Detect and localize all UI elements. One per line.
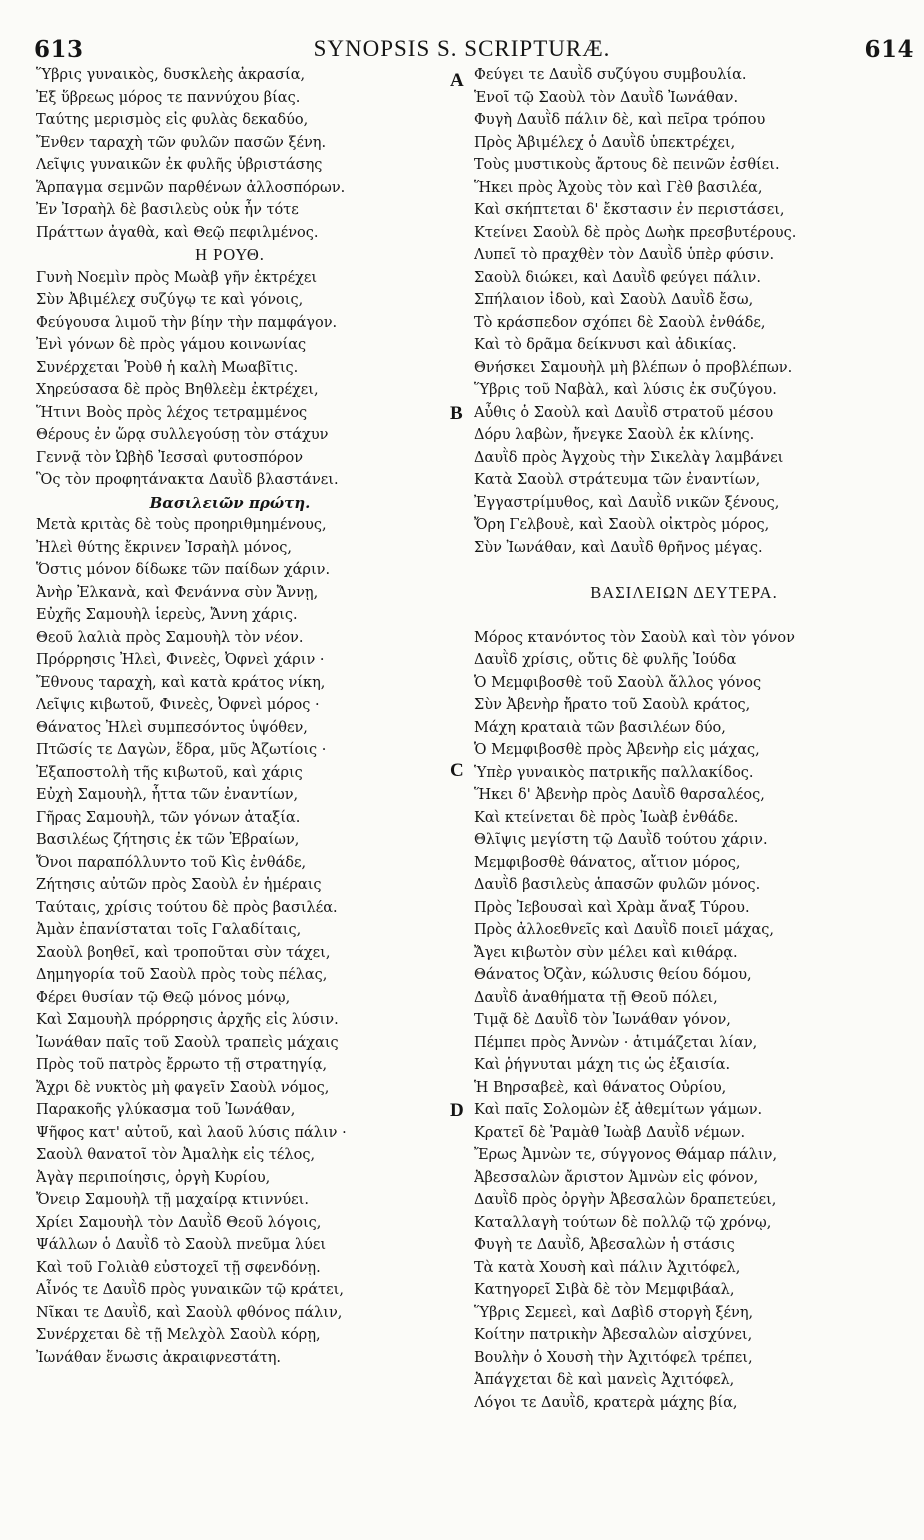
verse-line: Καὶ σκήπτεται δ' ἔκστασιν ἐν περιστάσει, <box>474 202 785 218</box>
verse-line: Αἶνός τε Δαυῒδ πρὸς γυναικῶν τῷ κράτει, <box>36 1282 344 1298</box>
verse-line: Σὺν Ἀβιμέλεχ συζύγῳ τε καὶ γόνοις, <box>36 292 304 308</box>
verse-line: Καταλλαγὴ τούτων δὲ πολλῷ τῷ χρόνῳ, <box>474 1214 772 1231</box>
verse-line: Ταύτης μερισμὸς εἰς φυλὰς δεκαδύο, <box>36 112 309 128</box>
verse-line: Εὐχῆς Σαμουὴλ ἱερεὺς, Ἄννη χάρις. <box>36 607 298 623</box>
verse-line: Χρίει Σαμουὴλ τὸν Δαυῒδ Θεοῦ λόγοις, <box>36 1214 322 1231</box>
verse-line: Μόρος κτανόντος τὸν Σαοὺλ καὶ τὸν γόνον <box>474 629 795 646</box>
margin-marker-c: C <box>450 760 464 781</box>
verse-line: Πράττων ἀγαθὰ, καὶ Θεῷ πεφιλμένος. <box>36 224 319 241</box>
verse-line: Σαοὺλ βοηθεῖ, καὶ τροποῦται σὺν τάχει, <box>36 944 331 961</box>
verse-line: Ἀγὰγ περιποίησις, ὀργὴ Κυρίου, <box>36 1169 271 1186</box>
verse-line: Ὄνειρ Σαμουὴλ τῇ μαχαίρᾳ κτιννύει. <box>36 1192 309 1208</box>
verse-line: Δόρυ λαβὼν, ἤνεγκε Σαοὺλ ἐκ κλίνης. <box>474 427 755 443</box>
verse-line: Κατὰ Σαοὺλ στράτευμα τῶν ἐναντίων, <box>474 472 761 488</box>
verse-line: Ἅρπαγμα σεμνῶν παρθένων ἀλλοσπόρων. <box>36 179 346 196</box>
verse-line: Ἥτινι Βοὸς πρὸς λέχος τετραμμένος <box>36 404 308 421</box>
verse-line: Χηρεύσασα δὲ πρὸς Βηθλεὲμ ἐκτρέχει, <box>36 382 319 398</box>
verse-line: Κατηγορεῖ Σιβὰ δὲ τὸν Μεμφιβάαλ, <box>474 1282 735 1298</box>
verse-line: Ἀπάγχεται δὲ καὶ μανεὶς Ἀχιτόφελ, <box>474 1372 735 1388</box>
verse-line: Δαυῒδ πρὸς ὀργὴν Ἀβεσαλὼν δραπετεύει, <box>474 1192 777 1208</box>
margin-marker-d: D <box>450 1100 464 1121</box>
verse-line: Καὶ παῖς Σολομὼν ἐξ ἀθεμίτων γάμων. <box>474 1102 763 1118</box>
verse-line: Καὶ ῥήγνυται μάχη τις ὡς ἐξαισία. <box>474 1057 731 1073</box>
verse-line: Καὶ Σαμουὴλ πρόρρησις ἀρχῆς εἰς λύσιν. <box>36 1012 339 1028</box>
verse-line: Συνέρχεται δὲ τῇ Μελχὸλ Σαοὺλ κόρῃ, <box>36 1327 321 1343</box>
verse-line: Ἡ Βηρσαβεὲ, καὶ θάνατος Οὐρίου, <box>474 1079 727 1096</box>
verse-line: Ὑπὲρ γυναικὸς πατρικῆς παλλακίδος. <box>474 764 754 781</box>
verse-line: Ψάλλων ὁ Δαυῒδ τὸ Σαοὺλ πνεῦμα λύει <box>36 1237 327 1253</box>
verse-line: Πρὸς ἀλλοεθνεῖς καὶ Δαυῒδ ποιεῖ μάχας, <box>474 922 775 938</box>
verse-line: Ἐν Ἰσραὴλ δὲ βασιλεὺς οὐκ ἦν τότε <box>36 202 299 218</box>
verse-line: Ψῆφος κατ' αὐτοῦ, καὶ λαοῦ λύσις πάλιν · <box>36 1124 347 1141</box>
verse-line: Βουλὴν ὁ Χουσὴ τὴν Ἀχιτόφελ τρέπει, <box>474 1349 753 1366</box>
verse-line: Ἰωνάθαν ἕνωσις ἀκραιφνεστάτη. <box>36 1349 282 1366</box>
verse-line: Λεῖψις κιβωτοῦ, Φινεὲς, Ὀφνεὶ μόρος · <box>36 697 320 713</box>
verse-line: Ἄγει κιβωτὸν σὺν μέλει καὶ κιθάρᾳ. <box>474 944 738 961</box>
verse-line: Θάνατος Ἠλεὶ συμπεσόντος ὑψόθεν, <box>36 719 308 736</box>
verse-line: Δαυῒδ ἀναθήματα τῇ Θεοῦ πόλει, <box>474 989 718 1006</box>
verse-line: Ταύταις, χρίσις τούτου δὲ πρὸς βασιλέα. <box>36 899 338 916</box>
verse-line: Πρὸς τοῦ πατρὸς ἔρρωτο τῇ στρατηγίᾳ, <box>36 1057 328 1073</box>
verse-line: Φυγὴ Δαυῒδ πάλιν δὲ, καὶ πεῖρα τρόπου <box>474 112 766 128</box>
verse-line: Συνέρχεται Ῥοὺθ ἡ καλὴ Μωαβῖτις. <box>36 359 299 376</box>
verse-line: Ἄχρι δὲ νυκτὸς μὴ φαγεῖν Σαοὺλ νόμος, <box>36 1079 330 1096</box>
verse-line: Πτῶσίς τε Δαγὼν, ἕδρα, μῦς Ἀζωτίοις · <box>36 742 327 758</box>
verse-line: Ἐξαποστολὴ τῆς κιβωτοῦ, καὶ χάρις <box>36 764 303 781</box>
verse-line: Καὶ τοῦ Γολιὰθ εὐστοχεῖ τῇ σφενδόνῃ. <box>36 1259 321 1276</box>
verse-line: Ἐγγαστρίμυθος, καὶ Δαυῒδ νικῶν ξένους, <box>474 494 780 511</box>
verse-line: Δαυῒδ πρὸς Ἀγχοὺς τὴν Σικελὰγ λαμβάνει <box>474 449 784 466</box>
verse-line: Καὶ τὸ δρᾶμα δείκνυσι καὶ ἀδικίας. <box>474 337 737 353</box>
verse-line: Ἀνὴρ Ἐλκανὰ, καὶ Φενάννα σὺν Ἄννῃ, <box>36 584 319 601</box>
right-column <box>474 64 894 1414</box>
verse-line: Ἀβεσσαλὼν ἄριστον Ἀμνὼν εἰς φόνον, <box>474 1169 759 1186</box>
verse-line: Θάνατος Ὀζὰν, κώλυσις θείου δόμου, <box>474 967 752 983</box>
verse-line: Μετὰ κριτὰς δὲ τοὺς προηριθμημένους, <box>36 517 327 533</box>
verse-line: Ἐνὶ γόνων δὲ πρὸς γάμου κοινωνίας <box>36 337 307 353</box>
verse-line: Ἐξ ὕβρεως μόρος τε παννύχου βίας. <box>36 89 301 106</box>
verse-line: Θνήσκει Σαμουὴλ μὴ βλέπων ὁ προβλέπων. <box>474 359 793 376</box>
verse-line <box>474 604 894 627</box>
verse-line: Δαυῒδ βασιλεὺς ἁπασῶν φυλῶν μόνος. <box>474 877 761 893</box>
verse-line: Ἑνοῖ τῷ Σαοὺλ τὸν Δαυῒδ Ἰωνάθαν. <box>474 89 739 106</box>
verse-line: Τιμᾷ δὲ Δαυῒδ τὸν Ἰωνάθαν γόνον, <box>474 1012 731 1028</box>
verse-line: Φυγὴ τε Δαυῒδ, Ἀβεσαλὼν ἡ στάσις <box>474 1237 735 1253</box>
verse-line: Ἔρως Ἀμνὼν τε, σύγγονος Θάμαρ πάλιν, <box>474 1147 778 1163</box>
verse-line: Εὐχὴ Σαμουὴλ, ἧττα τῶν ἐναντίων, <box>36 787 299 803</box>
verse-line: Ἠλεὶ θύτης ἔκρινεν Ἰσραὴλ μόνος, <box>36 539 292 556</box>
verse-line: Τὸ κράσπεδον σχόπει δὲ Σαοὺλ ἐνθάδε, <box>474 314 766 331</box>
verse-line: Πέμπει πρὸς Ἀννὼν · ἀτιμάζεται λίαν, <box>474 1034 758 1051</box>
verse-line: Κτείνει Σαοὺλ δὲ πρὸς Δωὴκ πρεσβυτέρους. <box>474 224 797 241</box>
page-number-right: 614 <box>864 36 914 63</box>
section-subheading: Βασιλειῶν πρώτη. <box>149 493 311 512</box>
verse-line: Ἔθνους ταραχὴ, καὶ κατὰ κράτος νίκη, <box>36 674 326 691</box>
verse-line: Σαοὺλ διώκει, καὶ Δαυῒδ φεύγει πάλιν. <box>474 269 761 286</box>
verse-line: Ὕβρις τοῦ Ναβὰλ, καὶ λύσις ἐκ συζύγου. <box>474 382 777 398</box>
verse-line: Ὁ Μεμφιβοσθὲ τοῦ Σαοὺλ ἄλλος γόνος <box>474 674 762 691</box>
verse-line: Αὖθις ὁ Σαοὺλ καὶ Δαυῒδ στρατοῦ μέσου <box>474 404 774 421</box>
page-number-left: 613 <box>34 36 84 63</box>
section-heading: ΒΑΣΙΛΕΙΩΝ ΔΕΥΤΕΡΑ. <box>590 582 778 602</box>
verse-line: Φεύγουσα λιμοῦ τὴν βίην τὴν παμφάγον. <box>36 314 338 331</box>
verse-line: Ὁ Μεμφιβοσθὲ πρὸς Ἀβενὴρ εἰς μάχας, <box>474 742 760 758</box>
verse-line: Σὺν Ἀβενὴρ ἤρατο τοῦ Σαοὺλ κράτος, <box>474 697 751 713</box>
verse-line: Λυπεῖ τὸ πραχθὲν τὸν Δαυῒδ ὑπὲρ φύσιν. <box>474 247 775 263</box>
verse-line: Σαοὺλ θανατοῖ τὸν Ἀμαλὴκ εἰς τέλος, <box>36 1147 316 1163</box>
verse-line: Πρόρρησις Ἠλεὶ, Φινεὲς, Ὀφνεὶ χάριν · <box>36 652 325 668</box>
verse-line: Ἰωνάθαν παῖς τοῦ Σαοὺλ τραπεὶς μάχαις <box>36 1034 339 1051</box>
verse-line: Ζήτησις αὐτῶν πρὸς Σαοὺλ ἐν ἡμέραις <box>36 877 322 893</box>
verse-line: Ἥκει πρὸς Ἀχοὺς τὸν καὶ Γὲθ βασιλέα, <box>474 179 763 196</box>
verse-line: Δημηγορία τοῦ Σαοὺλ πρὸς τοὺς πέλας, <box>36 967 328 983</box>
verse-line: Θεοῦ λαλιὰ πρὸς Σαμουὴλ τὸν νέον. <box>36 629 304 646</box>
verse-line: Γεννᾷ τὸν Ὠβὴδ Ἰεσσαὶ φυτοσπόρον <box>36 449 304 466</box>
verse-line: Βασιλέως ζήτησις ἐκ τῶν Ἑβραίων, <box>36 832 300 848</box>
verse-line: Λεῖψις γυναικῶν ἐκ φυλῆς ὑβριστάσης <box>36 157 323 173</box>
verse-line: Τοὺς μυστικοὺς ἄρτους δὲ πεινῶν ἐσθίει. <box>474 157 780 173</box>
left-column <box>36 64 424 1369</box>
verse-line: Ὕβρις Σεμεεὶ, καὶ Δαβὶδ στοργὴ ξένη, <box>474 1304 754 1321</box>
verse-line: Φέρει θυσίαν τῷ Θεῷ μόνος μόνῳ, <box>36 989 291 1006</box>
verse-line: Νῖκαι τε Δαυῒδ, καὶ Σαοὺλ φθόνος πάλιν, <box>36 1304 343 1321</box>
verse-line: Ἀμὰν ἐπανίσταται τοῖς Γαλαδίταις, <box>36 922 302 938</box>
margin-marker-b: B <box>450 403 463 424</box>
verse-line: Κοίτην πατρικὴν Ἀβεσαλὼν αἰσχύνει, <box>474 1327 753 1343</box>
verse-line: Πρὸς Ἀβιμέλεχ ὁ Δαυῒδ ὑπεκτρέχει, <box>474 134 736 151</box>
verse-line: Δαυῒδ χρίσις, οὔτις δὲ φυλῆς Ἰούδα <box>474 652 737 668</box>
verse-line: Λόγοι τε Δαυῒδ, κρατερὰ μάχης βία, <box>474 1394 738 1411</box>
verse-line: Παρακοῆς γλύκασμα τοῦ Ἰωνάθαν, <box>36 1102 296 1118</box>
verse-line: Ὅστις μόνον δίδωκε τῶν παίδων χάριν. <box>36 562 331 578</box>
verse-line: Φεύγει τε Δαυῒδ συζύγου συμβουλία. <box>474 67 747 83</box>
verse-line: Σπήλαιον ἰδοὺ, καὶ Σαοὺλ Δαυῒδ ἔσω, <box>474 292 754 308</box>
margin-marker-a: A <box>450 70 464 91</box>
verse-line: Ὄρη Γελβουὲ, καὶ Σαοὺλ οἰκτρὸς μόρος, <box>474 517 770 533</box>
verse-line: Καὶ κτείνεται δὲ πρὸς Ἰωὰβ ἐνθάδε. <box>474 809 739 826</box>
verse-line: Ὕβρις γυναικὸς, δυσκλεὴς ἀκρασία, <box>36 67 306 83</box>
running-head: SYNOPSIS S. SCRIPTURÆ. <box>313 36 611 61</box>
verse-line: Σὺν Ἰωνάθαν, καὶ Δαυῒδ θρῆνος μέγας. <box>474 539 763 556</box>
verse-line <box>474 559 894 582</box>
verse-line: Μάχη κραταιὰ τῶν βασιλέων δύο, <box>474 719 726 736</box>
verse-line: Ὃς τὸν προφητάνακτα Δαυῒδ βλαστάνει. <box>36 472 339 488</box>
verse-line: Πρὸς Ἰεβουσαὶ καὶ Χρὰμ ἄναξ Τύρου. <box>474 899 750 916</box>
verse-line: Ἥκει δ' Ἀβενὴρ πρὸς Δαυῒδ θαρσαλέος, <box>474 787 765 803</box>
verse-line: Τὰ κατὰ Χουσὴ καὶ πάλιν Ἀχιτόφελ, <box>474 1259 741 1276</box>
verse-line: Μεμφιβοσθὲ θάνατος, αἴτιον μόρος, <box>474 854 741 871</box>
verse-line: Θέρους ἐν ὥρᾳ συλλεγούσῃ τὸν στάχυν <box>36 427 329 443</box>
section-heading: Η ΡΟΥΘ. <box>195 245 265 264</box>
verse-line: Γυνὴ Νοεμὶν πρὸς Μωὰβ γῆν ἐκτρέχει <box>36 269 318 286</box>
verse-line: Γῆρας Σαμουὴλ, τῶν γόνων ἀταξία. <box>36 809 301 826</box>
verse-line: Θλῖψις μεγίστη τῷ Δαυῒδ τούτου χάριν. <box>474 832 768 848</box>
verse-line: Κρατεῖ δὲ Ῥαμὰθ Ἰωὰβ Δαυῒδ νέμων. <box>474 1124 746 1141</box>
verse-line: Ὄνοι παραπόλλυντο τοῦ Κὶς ἐνθάδε, <box>36 854 307 871</box>
verse-line: Ἔνθεν ταραχὴ τῶν φυλῶν πασῶν ξένη. <box>36 134 327 151</box>
